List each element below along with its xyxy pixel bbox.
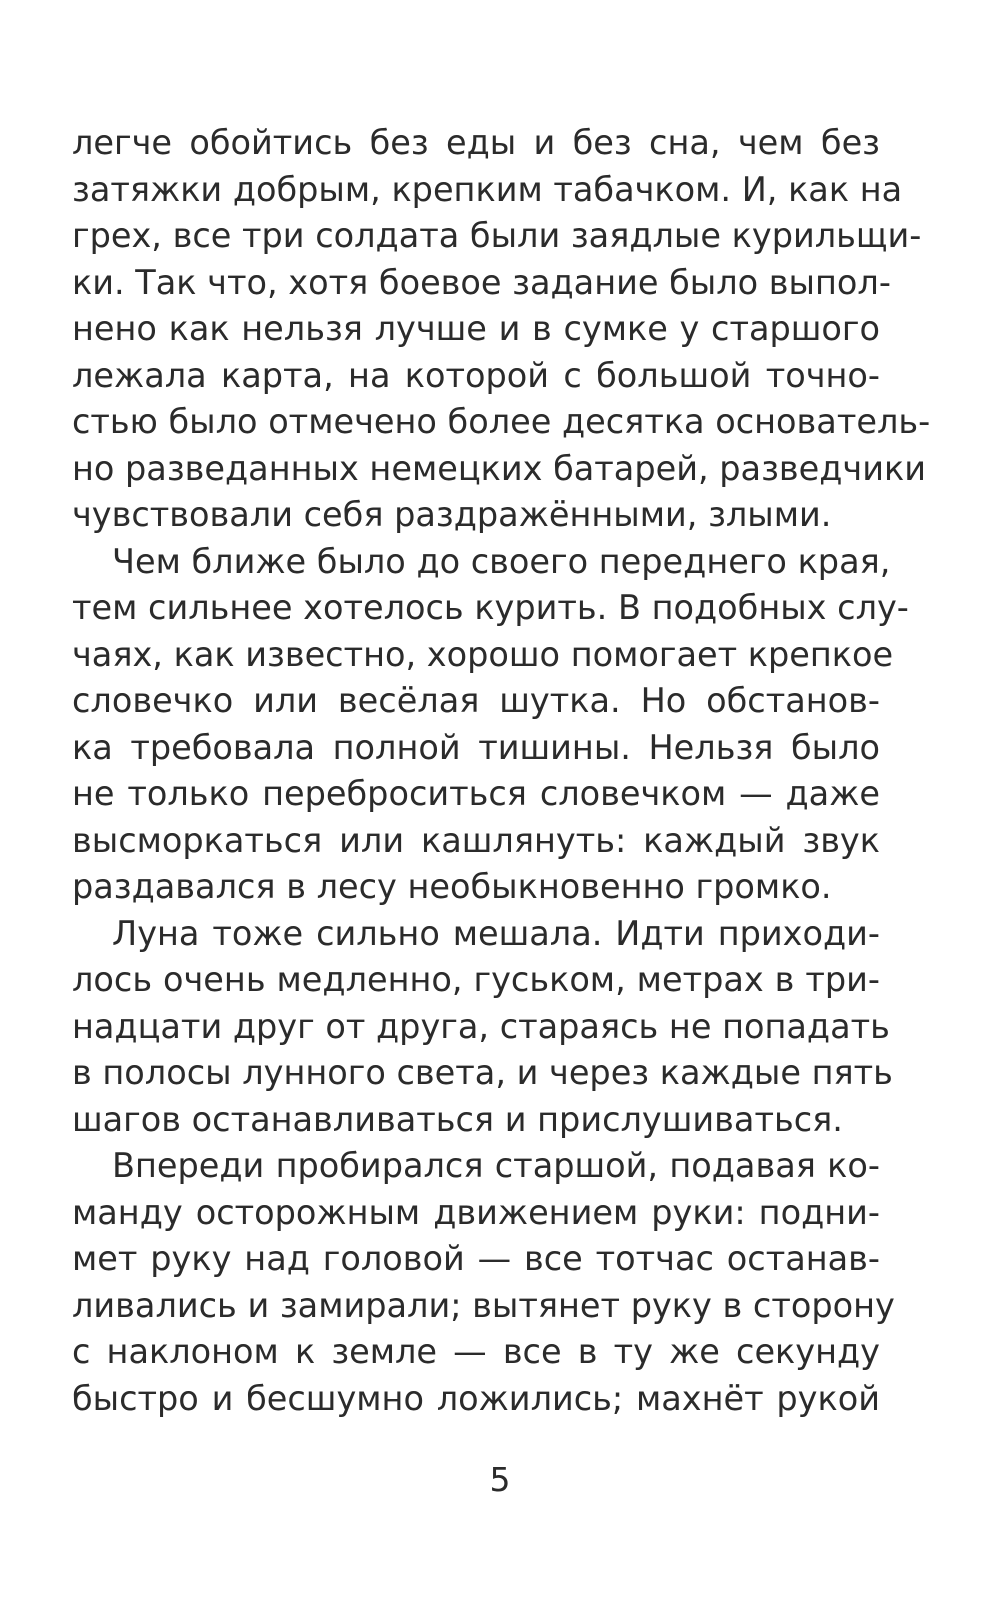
text-line: шагов останавливаться и прислушиваться. xyxy=(72,1099,843,1139)
text-line: Чем ближе было до своего переднего края, xyxy=(112,541,891,581)
text-line: с наклоном к земле — все в ту же секунду xyxy=(72,1332,880,1371)
text-line: нено как нельзя лучше и в сумке у старшого xyxy=(72,309,880,348)
text-line: тем сильнее хотелось курить. В подобных слу- xyxy=(72,588,909,627)
text-line: мет руку над головой — все тотчас останав- xyxy=(72,1239,880,1278)
text-line: в полосы лунного света, и через каждые пять xyxy=(72,1053,893,1092)
paragraph xyxy=(72,120,931,539)
text-line: надцати друг от друга, стараясь не попадать xyxy=(72,1006,890,1046)
text-line: грех, все три солдата были заядлые курильщи- xyxy=(72,216,922,255)
text-line: словечко или весёлая шутка. Но обстанов- xyxy=(72,681,880,720)
body-text xyxy=(72,120,931,1422)
text-line: лось очень медленно, гуськом, метрах в три- xyxy=(72,960,880,999)
text-line: легче обойтись без еды и без сна, чем без xyxy=(72,123,880,162)
text-line: чувствовали себя раздражёнными, злыми. xyxy=(72,495,832,534)
text-line: чаях, как известно, хорошо помогает крепкое xyxy=(72,634,894,674)
text-line: ки. Так что, хотя боевое задание было выпол- xyxy=(72,262,891,302)
paragraph xyxy=(72,911,893,1144)
text-line: высморкаться или кашлянуть: каждый звук xyxy=(72,820,880,860)
text-line: раздавался в лесу необыкновенно громко. xyxy=(72,867,832,906)
paragraph xyxy=(72,1143,895,1422)
text-line: ливались и замирали; вытянет руку в сторону xyxy=(72,1285,895,1325)
page-number: 5 xyxy=(489,1460,511,1499)
text-line: не только переброситься словечком — даже xyxy=(72,774,880,813)
text-line: Луна тоже сильно мешала. Идти приходи- xyxy=(112,913,880,953)
text-line: ка требовала полной тишины. Нельзя было xyxy=(72,727,880,767)
text-line: быстро и бесшумно ложились; махнёт рукой xyxy=(72,1378,880,1418)
text-line: лежала карта, на которой с большой точно- xyxy=(72,355,880,395)
text-line: Впереди пробирался старшой, подавая ко- xyxy=(112,1146,880,1185)
text-line: стью было отмечено более десятка основатель- xyxy=(72,402,931,441)
paragraph xyxy=(72,539,909,911)
text-line: затяжки добрым, крепким табачком. И, как на xyxy=(72,169,903,209)
text-line: но разведанных немецких батарей, разведчики xyxy=(72,448,926,488)
text-line: манду осторожным движением руки: подни- xyxy=(72,1192,880,1232)
